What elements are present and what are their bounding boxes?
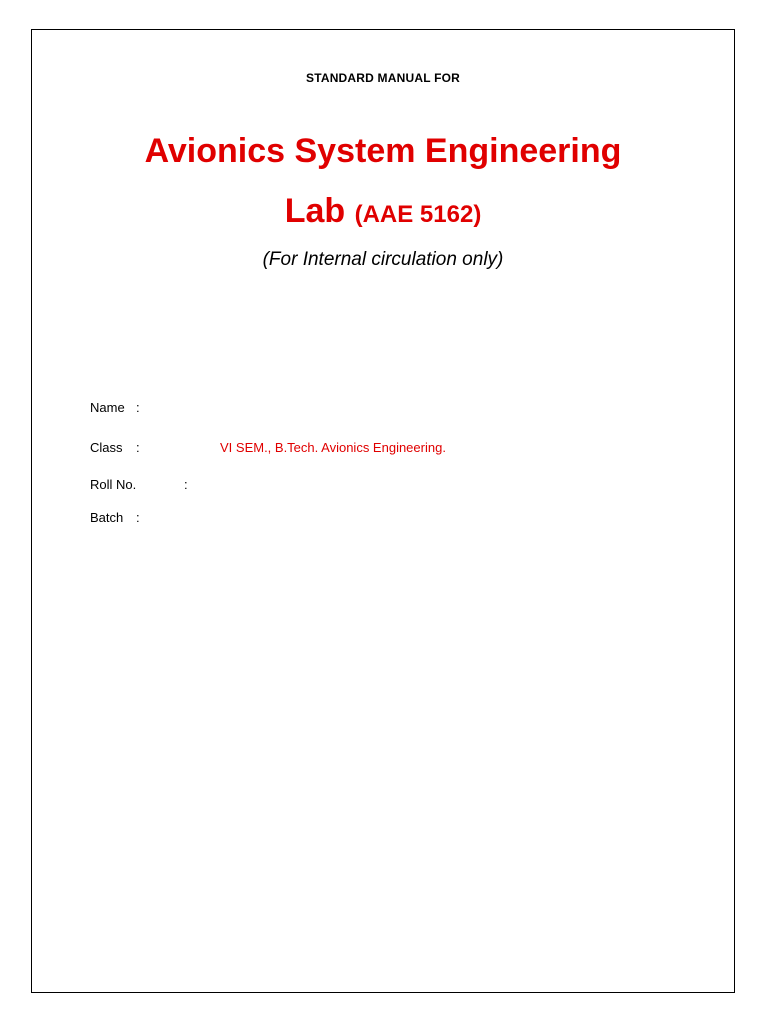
roll-no-field <box>90 477 188 492</box>
name-separator: : <box>136 400 140 415</box>
name-field <box>90 400 140 415</box>
document-title-line2 <box>32 192 734 231</box>
title-lab: Lab <box>284 192 346 230</box>
document-title-line1: Avionics System Engineering <box>144 132 622 170</box>
manual-header: STANDARD MANUAL FOR <box>305 71 460 85</box>
roll-no-label: Roll No. <box>90 477 137 492</box>
class-separator: : <box>136 440 140 455</box>
class-field <box>90 440 140 455</box>
batch-separator: : <box>136 510 140 525</box>
circulation-note: (For Internal circulation only) <box>262 249 504 270</box>
roll-no-separator: : <box>184 477 188 492</box>
batch-label: Batch <box>90 510 124 525</box>
class-label: Class <box>90 440 123 455</box>
page-border <box>31 29 735 993</box>
name-label: Name <box>90 400 125 415</box>
class-value: VI SEM., B.Tech. Avionics Engineering. <box>220 440 446 455</box>
course-code: (AAE 5162) <box>354 201 482 228</box>
batch-field <box>90 510 140 525</box>
